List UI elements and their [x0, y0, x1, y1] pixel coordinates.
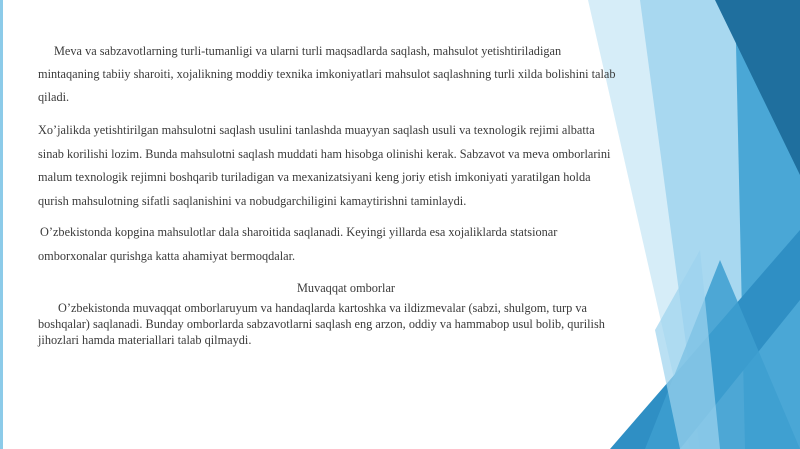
left-strip — [0, 0, 3, 449]
content-area — [38, 40, 618, 349]
paragraph-4: O’zbekistonda muvaqqat omborlaruyum va handaqlarda kartoshka va ildizmevalar (sabzi, shulgom, turp va boshqalar) saqlanadi. Bunday omborlarda sabzavotlarni saqlash eng arzon, oddiy va hammabop usul bolib, qurilish jihozlari hamda materiallari talab qilmaydi. — [38, 301, 605, 347]
section-heading: Muvaqqat omborlar — [296, 281, 395, 296]
paragraph-2: Xo’jalikda yetishtirilgan mahsulotni saqlash usulini tanlashda muayyan saqlash usuli va texnologik rejimi albatta sinab korilishi lozim. Bunda mahsulotni saqlash muddati ham hisobga olinishi kerak. Sabzavot va meva omborlarini malum texnologik rejimni boshqarib turiladigan va mexanizatsiyani keng joriy etish imkoniyati yaratilgan holda qurish mahsulotning sifatli saqlanishini va nobudgarchiligini kamaytirishni taminlaydi. — [38, 123, 611, 208]
paragraph-3: O’zbekistonda kopgina mahsulotlar dala sharoitida saqlanadi. Keyingi yillarda esa xojaliklarda statsionar omborxonalar qurishga katta ahamiyat bermoqdalar. — [38, 225, 558, 264]
paragraph-1: Meva va sabzavotlarning turli-tumanligi va ularni turli maqsadlarda saqlash, mahsulot yetishtiriladigan mintaqaning tabiiy sharoiti, xojalikning moddiy texnika imkoniyatlari mahsulot saqlashning turli xilda bolishini talab qiladi. — [38, 44, 616, 104]
